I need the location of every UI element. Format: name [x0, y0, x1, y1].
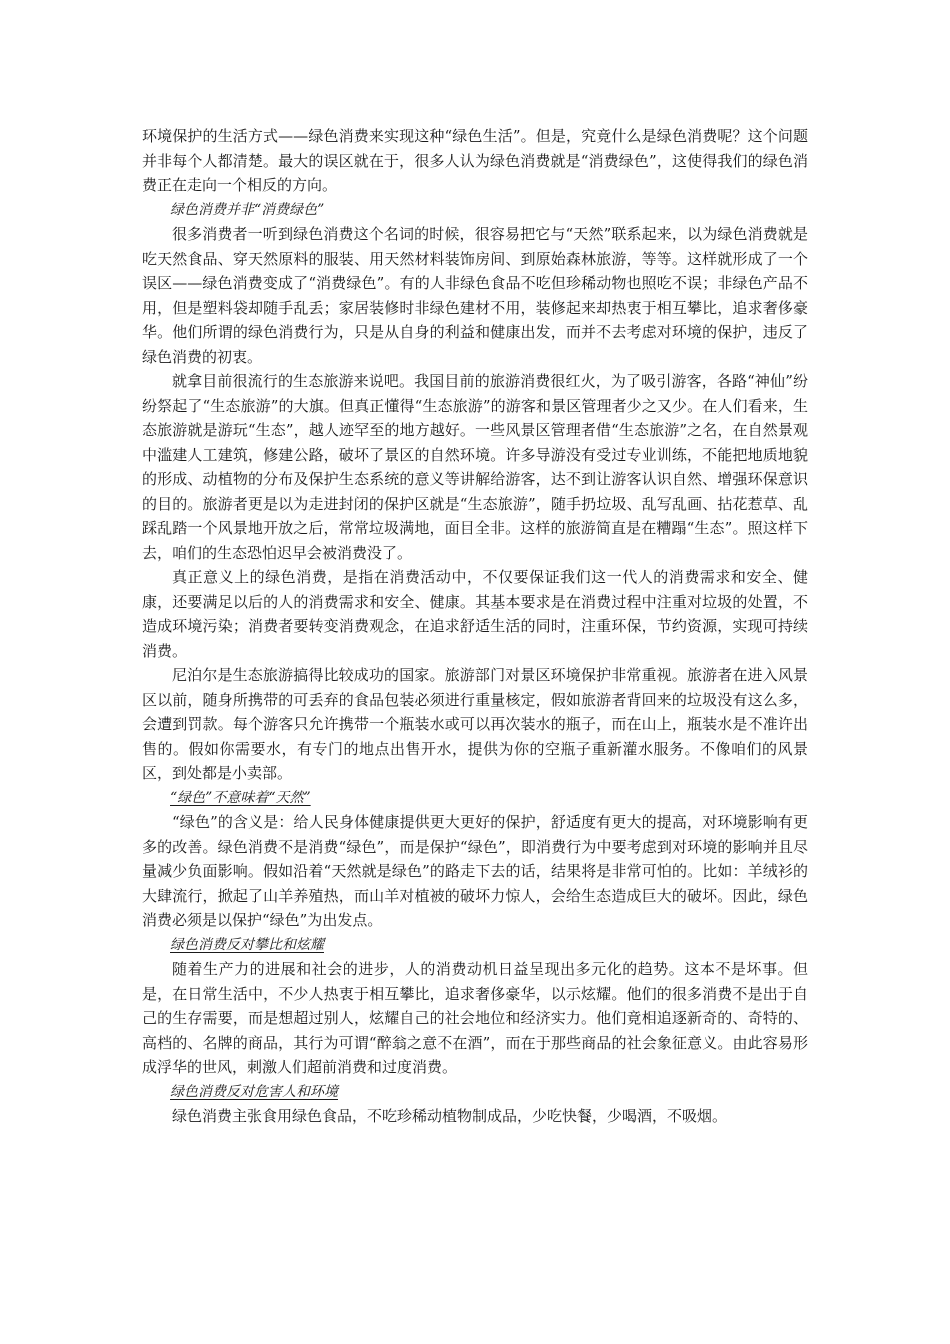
paragraph-intro: 环境保护的生活方式——绿色消费来实现这种“绿色生活”。但是，究竟什么是绿色消费呢？这个问题并非每个人都清楚。最大的误区就在于，很多人认为绿色消费就是“消费绿色”，这使得我们的绿色消费正在走向一个相反的方向。: [142, 127, 808, 194]
section-heading-not-consume-green: 绿色消费并非“消费绿色”: [170, 201, 325, 218]
paragraph-green-definition: “绿色”的含义是：给人民身体健康提供更大更好的保护，舒适度有更大的提高，对环境影响有更多的改善。绿色消费不是消费“绿色”，而是保护“绿色”，即消费行为中要考虑到对环境的影响并且尽量减少负面影响。假如沿着“天然就是绿色”的路走下去的话，结果将是非常可怕的。比如：羊绒衫的大肆流行，掀起了山羊养殖热，而山羊对植被的破坏力惊人，会给生态造成巨大的破坏。因此，绿色消费必须是以保护“绿色”为出发点。: [142, 813, 808, 929]
paragraph-misconception: 很多消费者一听到绿色消费这个名词的时候，很容易把它与“天然”联系起来，以为绿色消费就是吃天然食品、穿天然原料的服装、用天然材料装饰房间、到原始森林旅游，等等。这样就形成了一个误区——绿色消费变成了“消费绿色”。有的人非绿色食品不吃但珍稀动物也照吃不误；非绿色产品不用，但是塑料袋却随手乱丢；家居装修时非绿色建材不用，装修起来却热衷于相互攀比，追求奢侈豪华。他们所谓的绿色消费行为，只是从自身的利益和健康出发，而并不去考虑对环境的保护，违反了绿色消费的初衷。: [142, 225, 808, 366]
section-heading-against-showing-off: 绿色消费反对攀比和炫耀: [170, 936, 324, 953]
paragraph-against-harm: 绿色消费主张食用绿色食品，不吃珍稀动植物制成品，少吃快餐，少喝酒，不吸烟。: [172, 1107, 728, 1125]
paragraph-nepal: 尼泊尔是生态旅游搞得比较成功的国家。旅游部门对景区环境保护非常重视。旅游者在进入风景区以前，随身所携带的可丢弃的食品包装必须进行重量核定，假如旅游者背回来的垃圾没有这么多，会遭到罚款。每个游客只允许携带一个瓶装水或可以再次装水的瓶子，而在山上，瓶装水是不准许出售的。假如你需要水，有专门的地点出售开水，提供为你的空瓶子重新灌水服务。不像咱们的风景区，到处都是小卖部。: [142, 666, 808, 782]
document-page: [142, 124, 808, 1129]
paragraph-showing-off: 随着生产力的进展和社会的进步，人的消费动机日益呈现出多元化的趋势。这本不是坏事。但是，在日常生活中，不少人热衷于相互攀比，追求奢侈豪华，以示炫耀。他们的很多消费不是出于自己的生存需要，而是想超过别人，炫耀自己的社会地位和经济实力。他们竟相追逐新奇的、奇特的、高档的、名牌的商品，其行为可谓“醉翁之意不在酒”，而在于那些商品的社会象征意义。由此容易形成浮华的世风，刺激人们超前消费和过度消费。: [142, 960, 808, 1076]
section-heading-against-harm: 绿色消费反对危害人和环境: [170, 1083, 338, 1100]
paragraph-true-meaning: 真正意义上的绿色消费，是指在消费活动中，不仅要保证我们这一代人的消费需求和安全、健康，还要满足以后的人的消费需求和安全、健康。其基本要求是在消费过程中注重对垃圾的处置，不造成环境污染；消费者要转变消费观念，在追求舒适生活的同时，注重环保，节约资源，实现可持续消费。: [142, 568, 808, 660]
section-heading-green-not-natural: “绿色”不意味着“天然”: [170, 789, 311, 806]
paragraph-eco-tourism: 就拿目前很流行的生态旅游来说吧。我国目前的旅游消费很红火，为了吸引游客，各路“神仙”纷纷祭起了“生态旅游”的大旗。但真正懂得“生态旅游”的游客和景区管理者少之又少。在人们看来，生态旅游就是游玩“生态”，越人迹罕至的地方越好。一些风景区管理者借“生态旅游”之名，在自然景观中滥建人工建筑，修建公路，破坏了景区的自然环境。许多导游没有受过专业训练，不能把地质地貌的形成、动植物的分布及保护生态系统的意义等讲解给游客，达不到让游客认识自然、增强环保意识的目的。旅游者更是以为走进封闭的保护区就是“生态旅游”，随手扔垃圾、乱写乱画、拈花惹草、乱踩乱踏一个风景地开放之后，常常垃圾满地，面目全非。这样的旅游简直是在糟蹋“生态”。照这样下去，咱们的生态恐怕迟早会被消费没了。: [142, 372, 808, 562]
